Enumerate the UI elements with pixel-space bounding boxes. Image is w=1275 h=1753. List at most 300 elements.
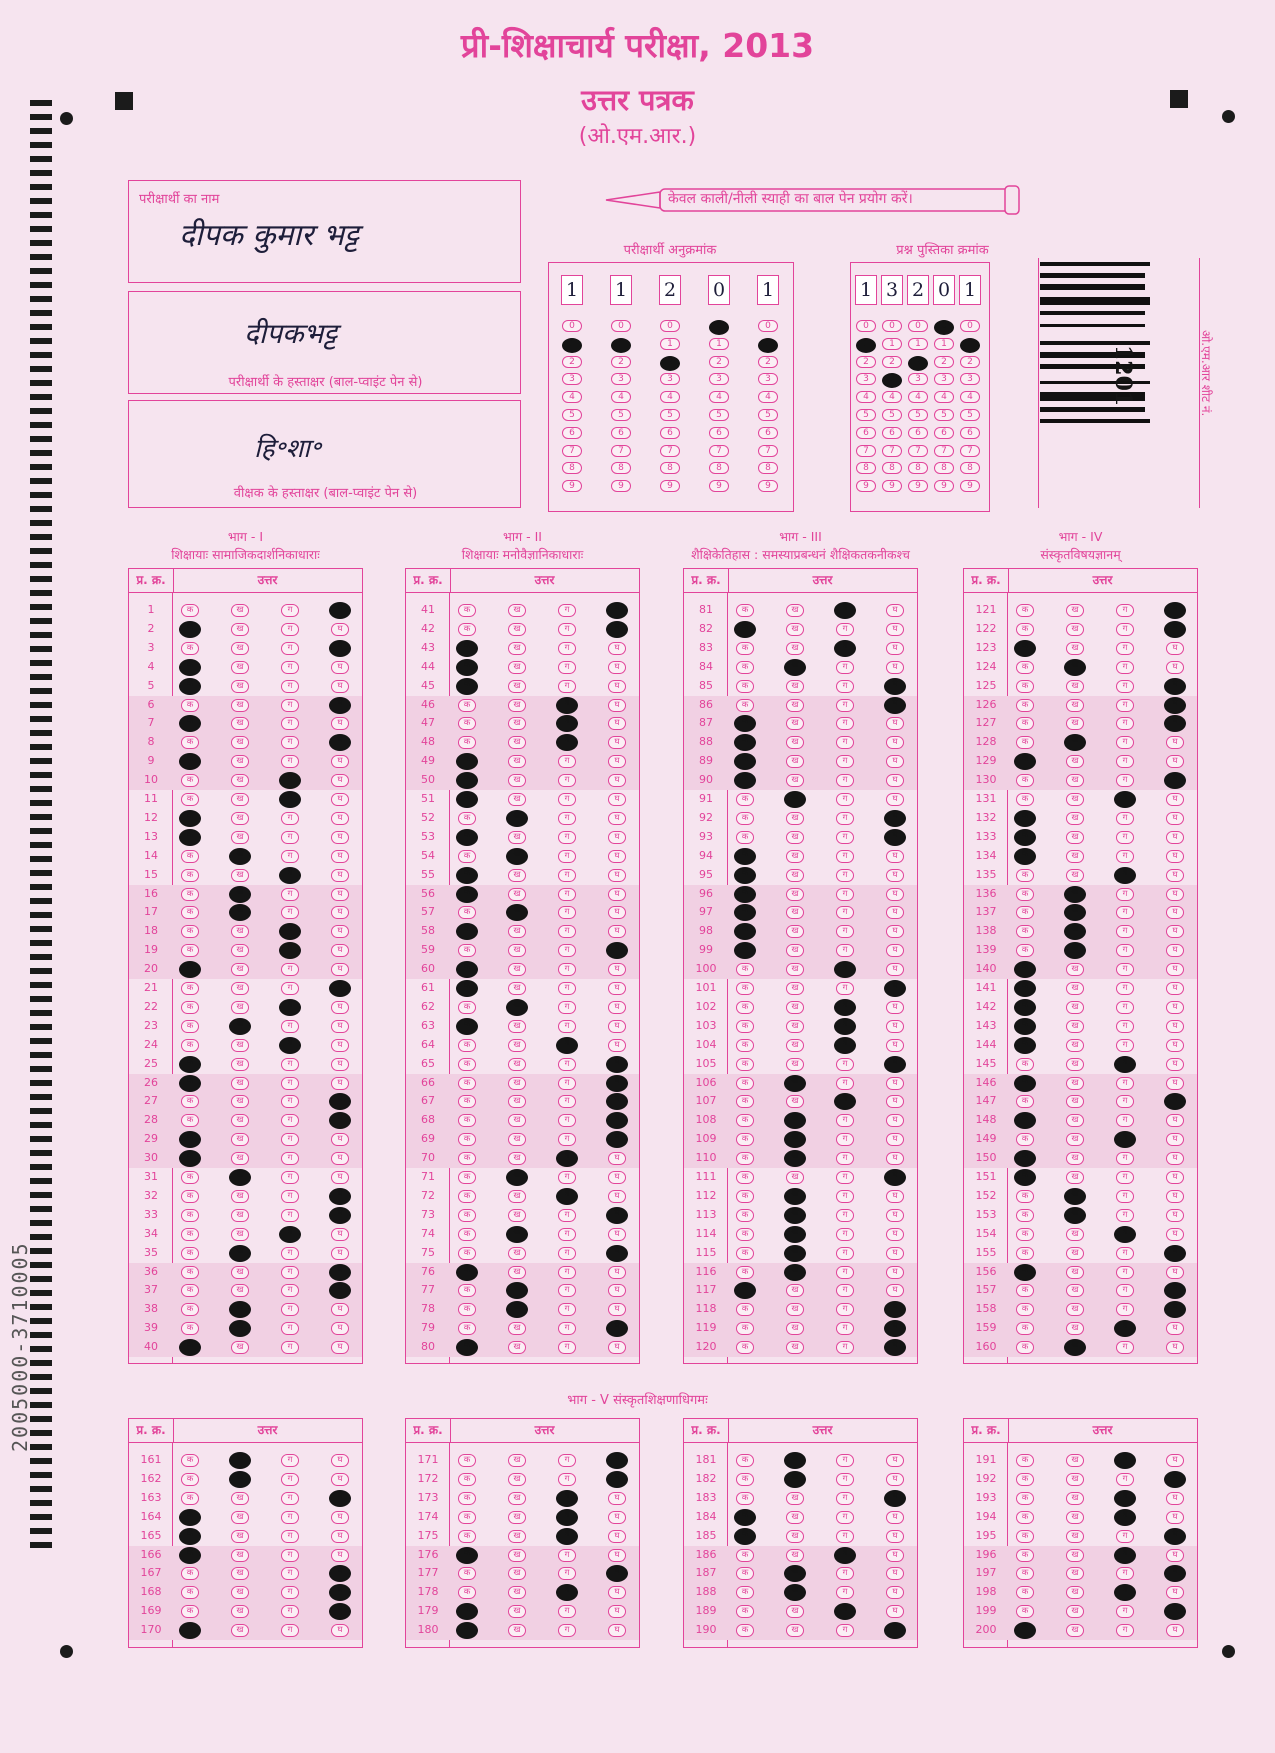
option-bubble[interactable]: क [458,1133,476,1146]
option-bubble[interactable]: घ [1166,1511,1184,1524]
option-bubble[interactable]: क [181,1322,199,1335]
option-bubble[interactable]: क [736,1039,754,1052]
option-bubble[interactable]: ग [836,831,854,844]
option-bubble[interactable]: घ [1166,1058,1184,1071]
option-bubble[interactable]: क [181,1114,199,1127]
option-bubble[interactable]: ख [786,717,804,730]
option-bubble[interactable]: ख [231,1095,249,1108]
option-bubble[interactable]: ग [558,1114,576,1127]
option-bubble[interactable]: घ [608,812,626,825]
option-bubble[interactable]: ख [508,1209,526,1222]
option-bubble[interactable]: क [458,717,476,730]
option-bubble[interactable]: ग [281,642,299,655]
option-bubble[interactable]: ख [508,1322,526,1335]
option-bubble-filled[interactable]: घ [884,980,906,997]
option-bubble[interactable]: क [181,604,199,617]
option-bubble[interactable]: घ [608,906,626,919]
digit-bubble[interactable]: 7 [562,445,582,457]
option-bubble-filled[interactable]: क [179,1622,201,1639]
option-bubble[interactable]: ग [558,1549,576,1562]
option-bubble-filled[interactable]: क [456,1264,478,1281]
digit-bubble[interactable]: 8 [758,462,778,474]
digit-bubble[interactable]: 7 [934,445,954,457]
option-bubble[interactable]: ग [836,1284,854,1297]
option-bubble-filled[interactable]: घ [884,678,906,695]
option-bubble[interactable]: ख [508,1473,526,1486]
option-bubble[interactable]: घ [608,1530,626,1543]
option-bubble[interactable]: ख [231,1114,249,1127]
option-bubble[interactable]: ख [231,869,249,882]
option-bubble[interactable]: क [736,963,754,976]
digit-bubble[interactable]: 8 [934,462,954,474]
option-bubble[interactable]: ख [508,888,526,901]
option-bubble-filled[interactable]: क [179,1075,201,1092]
option-bubble[interactable]: ख [231,982,249,995]
option-bubble[interactable]: क [736,831,754,844]
digit-bubble[interactable]: 3 [709,373,729,385]
option-bubble-filled[interactable]: ग [1114,1226,1136,1243]
option-bubble[interactable]: ग [558,944,576,957]
option-bubble[interactable]: ख [786,869,804,882]
option-bubble[interactable]: ख [231,604,249,617]
option-bubble[interactable]: ख [231,1341,249,1354]
option-bubble[interactable]: ग [281,1341,299,1354]
option-bubble[interactable]: क [458,1039,476,1052]
option-bubble[interactable]: क [181,925,199,938]
option-bubble[interactable]: ग [836,850,854,863]
option-bubble-filled[interactable]: घ [884,1490,906,1507]
option-bubble[interactable]: घ [1166,1624,1184,1637]
digit-bubble[interactable]: 6 [856,427,876,439]
option-bubble[interactable]: ग [281,831,299,844]
option-bubble[interactable]: घ [331,869,349,882]
option-bubble[interactable]: घ [886,963,904,976]
option-bubble[interactable]: ख [231,1624,249,1637]
option-bubble[interactable]: घ [331,1303,349,1316]
option-bubble[interactable]: ग [281,1247,299,1260]
option-bubble[interactable]: घ [1166,1039,1184,1052]
option-bubble[interactable]: ग [281,1058,299,1071]
option-bubble-filled[interactable]: क [179,1339,201,1356]
option-bubble[interactable]: ख [1066,755,1084,768]
digit-bubble[interactable]: 4 [960,391,980,403]
digit-bubble-filled[interactable]: 2 [660,356,680,371]
option-bubble-filled[interactable]: ख [1064,1207,1086,1224]
option-bubble[interactable]: ग [836,1341,854,1354]
option-bubble[interactable]: ग [558,1001,576,1014]
option-bubble-filled[interactable]: क [456,923,478,940]
option-bubble[interactable]: ख [508,774,526,787]
digit-bubble[interactable]: 5 [960,409,980,421]
option-bubble[interactable]: ग [836,944,854,957]
digit-bubble[interactable]: 0 [882,320,902,332]
option-bubble-filled[interactable]: ख [506,810,528,827]
option-bubble[interactable]: क [1016,944,1034,957]
digit-bubble[interactable]: 0 [611,320,631,332]
option-bubble-filled[interactable]: क [1014,1018,1036,1035]
option-bubble-filled[interactable]: घ [1164,678,1186,695]
option-bubble[interactable]: घ [331,755,349,768]
option-bubble[interactable]: ख [786,1341,804,1354]
option-bubble-filled[interactable]: ख [784,1245,806,1262]
option-bubble[interactable]: ग [281,699,299,712]
option-bubble[interactable]: घ [886,1567,904,1580]
option-bubble[interactable]: क [1016,1549,1034,1562]
option-bubble[interactable]: घ [1166,1492,1184,1505]
option-bubble-filled[interactable]: घ [1164,1301,1186,1318]
option-bubble[interactable]: ख [508,1039,526,1052]
option-bubble[interactable]: घ [886,717,904,730]
option-bubble[interactable]: क [181,699,199,712]
option-bubble[interactable]: घ [886,944,904,957]
digit-bubble[interactable]: 9 [660,480,680,492]
option-bubble-filled[interactable]: ख [784,659,806,676]
option-bubble[interactable]: ख [231,642,249,655]
option-bubble[interactable]: ग [1116,642,1134,655]
option-bubble-filled[interactable]: ग [279,772,301,789]
option-bubble[interactable]: ग [1116,1567,1134,1580]
option-bubble[interactable]: ख [786,1095,804,1108]
option-bubble[interactable]: ग [281,1152,299,1165]
digit-bubble[interactable]: 1 [908,338,928,350]
option-bubble-filled[interactable]: घ [606,602,628,619]
option-bubble[interactable]: ग [281,888,299,901]
option-bubble[interactable]: ग [1116,661,1134,674]
option-bubble-filled[interactable]: घ [1164,715,1186,732]
option-bubble[interactable]: ग [836,1209,854,1222]
option-bubble[interactable]: घ [886,661,904,674]
option-bubble[interactable]: ख [508,1095,526,1108]
option-bubble[interactable]: घ [331,1473,349,1486]
option-bubble[interactable]: घ [1166,736,1184,749]
option-bubble[interactable]: ग [1116,1171,1134,1184]
option-bubble[interactable]: ख [786,1492,804,1505]
option-bubble-filled[interactable]: ख [1064,659,1086,676]
digit-bubble[interactable]: 9 [562,480,582,492]
option-bubble-filled[interactable]: ख [1064,1339,1086,1356]
digit-bubble[interactable]: 5 [611,409,631,421]
digit-bubble[interactable]: 0 [960,320,980,332]
option-bubble-filled[interactable]: ख [784,1188,806,1205]
option-bubble[interactable]: ख [508,1454,526,1467]
option-bubble[interactable]: घ [1166,642,1184,655]
option-bubble[interactable]: क [1016,1284,1034,1297]
digit-bubble[interactable]: 2 [934,356,954,368]
option-bubble[interactable]: ख [786,1058,804,1071]
option-bubble[interactable]: क [736,1454,754,1467]
digit-bubble[interactable]: 2 [611,356,631,368]
option-bubble[interactable]: ख [508,1114,526,1127]
option-bubble[interactable]: क [458,1228,476,1241]
option-bubble[interactable]: ख [508,755,526,768]
option-bubble[interactable]: क [1016,717,1034,730]
option-bubble[interactable]: क [458,1209,476,1222]
option-bubble[interactable]: क [1016,1228,1034,1241]
digit-bubble[interactable]: 7 [709,445,729,457]
option-bubble[interactable]: ग [281,1133,299,1146]
option-bubble[interactable]: घ [886,1209,904,1222]
option-bubble[interactable]: घ [886,774,904,787]
option-bubble-filled[interactable]: क [179,1150,201,1167]
option-bubble-filled[interactable]: क [179,1547,201,1564]
option-bubble[interactable]: ग [558,755,576,768]
option-bubble[interactable]: घ [331,680,349,693]
option-bubble-filled[interactable]: क [179,829,201,846]
option-bubble[interactable]: घ [1166,982,1184,995]
option-bubble[interactable]: ग [281,1549,299,1562]
option-bubble[interactable]: ख [1066,850,1084,863]
option-bubble[interactable]: ग [281,680,299,693]
option-bubble[interactable]: घ [608,1266,626,1279]
option-bubble-filled[interactable]: ग [834,602,856,619]
option-bubble[interactable]: ख [1066,1133,1084,1146]
option-bubble[interactable]: ख [231,1586,249,1599]
digit-bubble[interactable]: 8 [882,462,902,474]
option-bubble-filled[interactable]: क [456,791,478,808]
option-bubble[interactable]: क [736,1341,754,1354]
option-bubble[interactable]: घ [1166,1228,1184,1241]
option-bubble[interactable]: ग [558,623,576,636]
option-bubble[interactable]: घ [886,1190,904,1203]
option-bubble[interactable]: ग [281,717,299,730]
digit-bubble[interactable]: 6 [960,427,980,439]
option-bubble[interactable]: ग [836,793,854,806]
option-bubble[interactable]: ख [786,944,804,957]
option-bubble[interactable]: ग [836,1624,854,1637]
option-bubble[interactable]: घ [886,888,904,901]
option-bubble-filled[interactable]: क [456,753,478,770]
option-bubble[interactable]: ग [281,1171,299,1184]
option-bubble-filled[interactable]: क [1014,640,1036,657]
option-bubble[interactable]: ख [786,1039,804,1052]
option-bubble-filled[interactable]: ख [506,999,528,1016]
option-bubble[interactable]: ख [1066,1039,1084,1052]
option-bubble[interactable]: क [458,1284,476,1297]
option-bubble-filled[interactable]: क [1014,1075,1036,1092]
option-bubble[interactable]: घ [608,774,626,787]
option-bubble[interactable]: ख [508,1549,526,1562]
option-bubble[interactable]: क [736,1549,754,1562]
option-bubble-filled[interactable]: घ [884,1056,906,1073]
option-bubble-filled[interactable]: ग [556,1490,578,1507]
option-bubble[interactable]: क [181,774,199,787]
option-bubble[interactable]: ग [836,888,854,901]
option-bubble-filled[interactable]: क [456,1018,478,1035]
option-bubble[interactable]: घ [1166,925,1184,938]
option-bubble[interactable]: ग [1116,736,1134,749]
option-bubble[interactable]: ख [1066,1511,1084,1524]
option-bubble[interactable]: क [736,1303,754,1316]
option-bubble[interactable]: ख [1066,1095,1084,1108]
option-bubble-filled[interactable]: ख [1064,923,1086,940]
option-bubble[interactable]: ख [508,1058,526,1071]
digit-bubble[interactable]: 3 [660,373,680,385]
option-bubble[interactable]: ख [1066,642,1084,655]
option-bubble-filled[interactable]: ख [229,848,251,865]
option-bubble-filled[interactable]: ग [1114,1547,1136,1564]
option-bubble[interactable]: ख [508,1341,526,1354]
option-bubble[interactable]: क [1016,1058,1034,1071]
option-bubble[interactable]: ख [1066,1284,1084,1297]
option-bubble-filled[interactable]: घ [1164,1603,1186,1620]
option-bubble-filled[interactable]: क [179,753,201,770]
digit-bubble[interactable]: 6 [611,427,631,439]
option-bubble[interactable]: क [1016,736,1034,749]
option-bubble[interactable]: ग [281,1624,299,1637]
option-bubble-filled[interactable]: क [734,867,756,884]
option-bubble[interactable]: ख [508,661,526,674]
option-bubble[interactable]: ख [786,925,804,938]
option-bubble[interactable]: क [736,1171,754,1184]
option-bubble-filled[interactable]: क [456,961,478,978]
digit-bubble[interactable]: 3 [960,373,980,385]
option-bubble[interactable]: ग [558,1454,576,1467]
digit-bubble[interactable]: 2 [709,356,729,368]
option-bubble[interactable]: ख [1066,1266,1084,1279]
digit-bubble[interactable]: 6 [758,427,778,439]
option-bubble-filled[interactable]: घ [606,1131,628,1148]
option-bubble[interactable]: ख [508,1586,526,1599]
option-bubble[interactable]: घ [886,850,904,863]
option-bubble[interactable]: ख [786,982,804,995]
option-bubble[interactable]: क [181,1247,199,1260]
option-bubble[interactable]: ग [558,774,576,787]
option-bubble[interactable]: क [181,793,199,806]
option-bubble-filled[interactable]: ग [834,1037,856,1054]
option-bubble[interactable]: क [736,1152,754,1165]
option-bubble[interactable]: ग [1116,604,1134,617]
option-bubble[interactable]: ख [1066,623,1084,636]
option-bubble[interactable]: ग [1116,774,1134,787]
option-bubble[interactable]: घ [886,1133,904,1146]
option-bubble[interactable]: ग [281,1511,299,1524]
option-bubble[interactable]: ग [281,1567,299,1580]
option-bubble[interactable]: घ [886,736,904,749]
option-bubble[interactable]: ग [281,963,299,976]
option-bubble[interactable]: ग [281,1492,299,1505]
option-bubble-filled[interactable]: ख [229,1452,251,1469]
option-bubble[interactable]: ख [231,1266,249,1279]
digit-bubble-filled[interactable]: 2 [908,356,928,371]
option-bubble[interactable]: ख [1066,1303,1084,1316]
option-bubble-filled[interactable]: क [734,734,756,751]
option-bubble-filled[interactable]: ग [556,1584,578,1601]
digit-bubble[interactable]: 6 [709,427,729,439]
option-bubble-filled[interactable]: घ [884,1301,906,1318]
option-bubble[interactable]: घ [608,1492,626,1505]
option-bubble[interactable]: ग [558,1247,576,1260]
option-bubble-filled[interactable]: क [456,1622,478,1639]
option-bubble[interactable]: क [458,623,476,636]
option-bubble[interactable]: क [458,812,476,825]
option-bubble[interactable]: ख [1066,1473,1084,1486]
option-bubble-filled[interactable]: ग [556,1509,578,1526]
option-bubble[interactable]: ख [786,831,804,844]
option-bubble[interactable]: ग [558,642,576,655]
option-bubble[interactable]: घ [331,925,349,938]
option-bubble[interactable]: ख [508,963,526,976]
option-bubble[interactable]: ख [508,699,526,712]
digit-bubble-filled[interactable]: 1 [758,338,778,353]
option-bubble[interactable]: ख [1066,1549,1084,1562]
option-bubble[interactable]: क [458,1095,476,1108]
option-bubble[interactable]: क [458,1247,476,1260]
option-bubble-filled[interactable]: घ [329,1207,351,1224]
option-bubble[interactable]: घ [608,925,626,938]
option-bubble[interactable]: ग [1116,699,1134,712]
option-bubble[interactable]: घ [886,1095,904,1108]
option-bubble[interactable]: क [1016,680,1034,693]
option-bubble[interactable]: ख [1066,1530,1084,1543]
digit-bubble[interactable]: 9 [611,480,631,492]
option-bubble[interactable]: ख [231,717,249,730]
option-bubble[interactable]: घ [886,869,904,882]
option-bubble-filled[interactable]: क [456,829,478,846]
option-bubble[interactable]: घ [1166,1077,1184,1090]
digit-bubble[interactable]: 0 [660,320,680,332]
option-bubble[interactable]: ग [836,1322,854,1335]
option-bubble[interactable]: क [1016,1341,1034,1354]
option-bubble[interactable]: घ [1166,1001,1184,1014]
option-bubble[interactable]: ग [836,906,854,919]
digit-bubble[interactable]: 4 [856,391,876,403]
option-bubble[interactable]: ग [558,906,576,919]
option-bubble[interactable]: क [1016,1530,1034,1543]
option-bubble-filled[interactable]: क [1014,848,1036,865]
digit-bubble[interactable]: 5 [908,409,928,421]
option-bubble[interactable]: क [736,1473,754,1486]
option-bubble[interactable]: ग [1116,1247,1134,1260]
option-bubble-filled[interactable]: घ [884,1320,906,1337]
option-bubble-filled[interactable]: क [1014,753,1036,770]
option-bubble[interactable]: ख [508,869,526,882]
option-bubble[interactable]: घ [608,1020,626,1033]
option-bubble[interactable]: क [736,1020,754,1033]
option-bubble[interactable]: क [181,1567,199,1580]
option-bubble[interactable]: घ [886,906,904,919]
option-bubble-filled[interactable]: ख [1064,886,1086,903]
digit-bubble[interactable]: 6 [934,427,954,439]
option-bubble[interactable]: क [736,642,754,655]
option-bubble-filled[interactable]: ख [1064,734,1086,751]
option-bubble[interactable]: क [736,1114,754,1127]
option-bubble-filled[interactable]: ग [279,867,301,884]
option-bubble[interactable]: ख [1066,1077,1084,1090]
option-bubble[interactable]: क [458,1114,476,1127]
option-bubble[interactable]: ख [786,1303,804,1316]
digit-bubble-filled[interactable]: 1 [611,338,631,353]
digit-bubble[interactable]: 7 [660,445,680,457]
option-bubble-filled[interactable]: ख [229,886,251,903]
option-bubble[interactable]: ख [1066,982,1084,995]
digit-bubble[interactable]: 4 [562,391,582,403]
option-bubble[interactable]: ग [281,1586,299,1599]
option-bubble-filled[interactable]: क [179,1056,201,1073]
digit-bubble[interactable]: 4 [758,391,778,403]
option-bubble-filled[interactable]: ख [784,1075,806,1092]
option-bubble[interactable]: ख [1066,1492,1084,1505]
option-bubble-filled[interactable]: घ [1164,1245,1186,1262]
option-bubble-filled[interactable]: क [456,980,478,997]
option-bubble[interactable]: ख [786,812,804,825]
option-bubble-filled[interactable]: घ [1164,772,1186,789]
option-bubble[interactable]: ग [281,1266,299,1279]
option-bubble[interactable]: ग [558,1228,576,1241]
option-bubble-filled[interactable]: ग [279,999,301,1016]
option-bubble[interactable]: घ [331,1228,349,1241]
digit-bubble[interactable]: 8 [908,462,928,474]
option-bubble[interactable]: क [458,1322,476,1335]
